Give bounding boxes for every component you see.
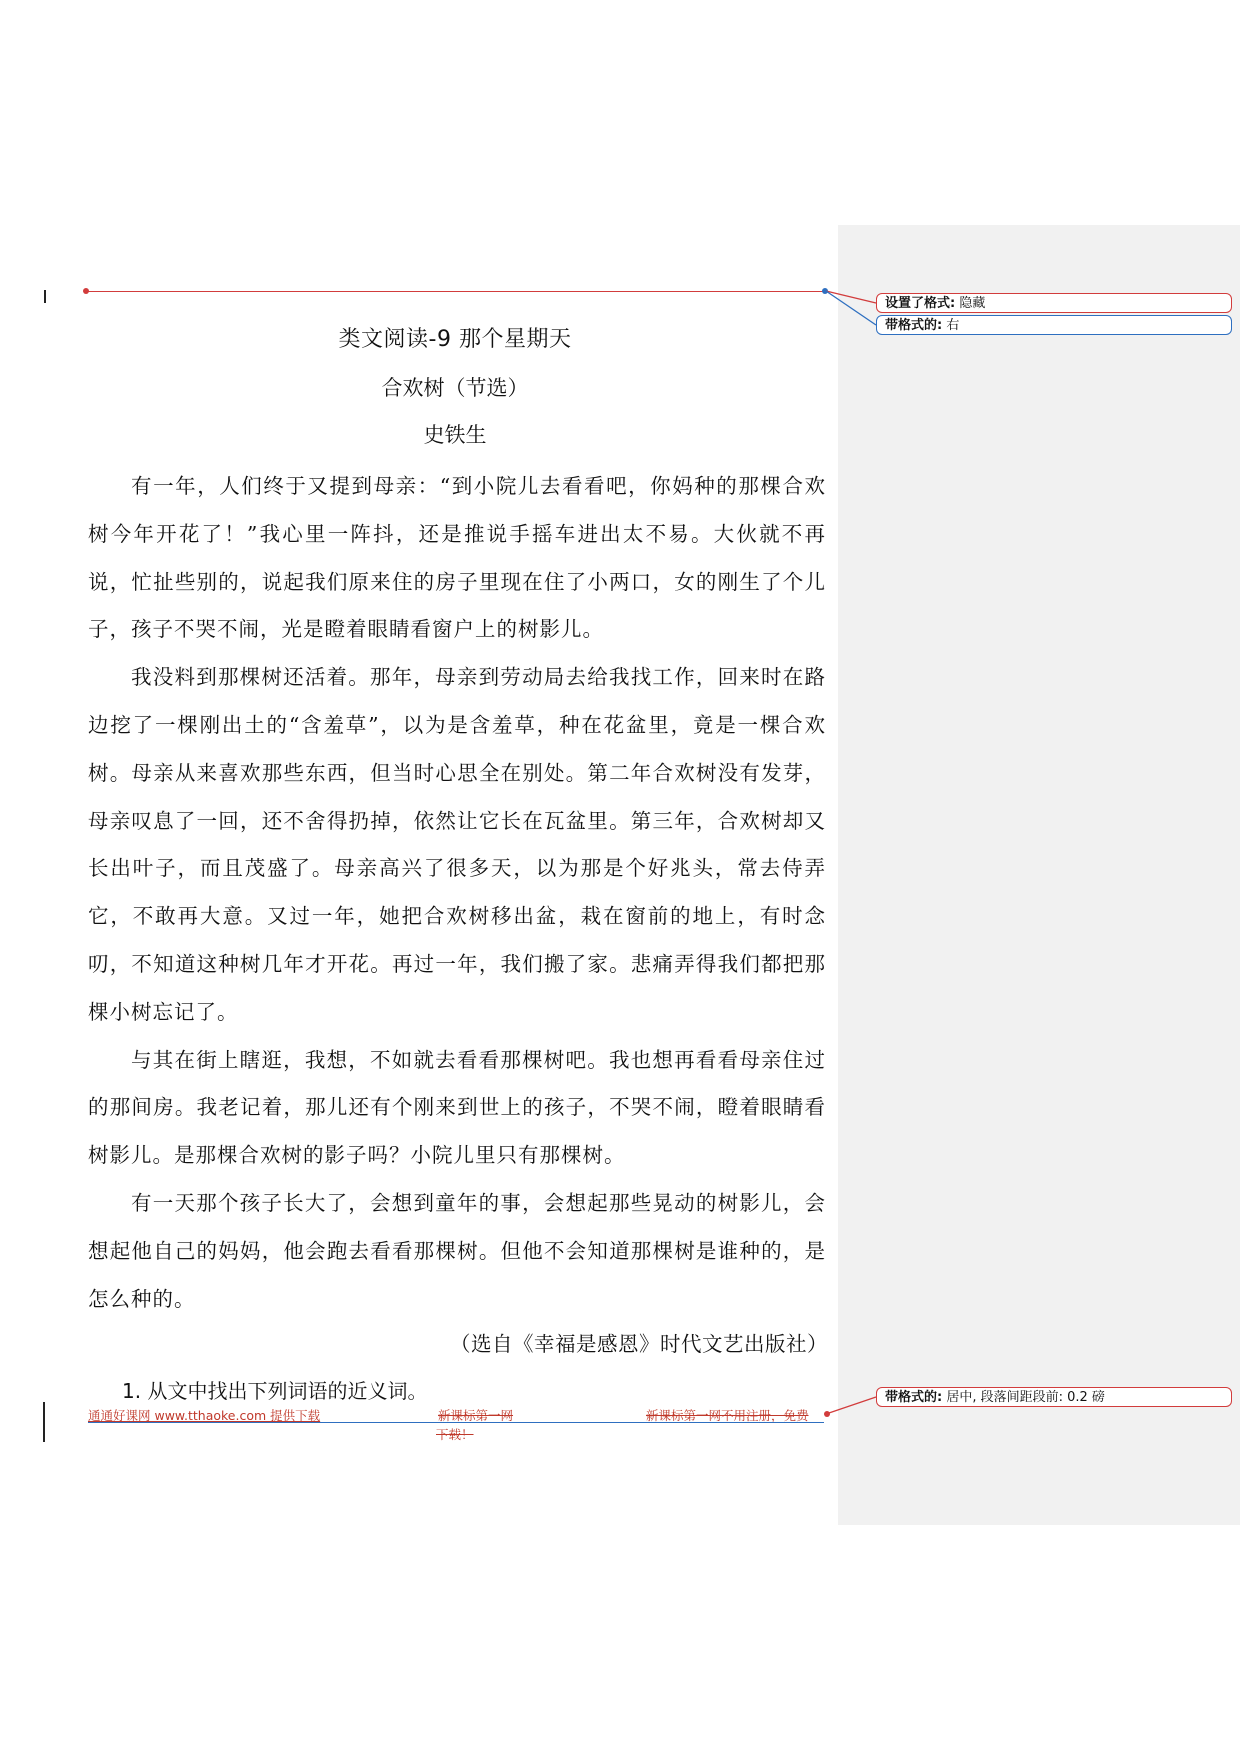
comment-balloon-hidden[interactable] xyxy=(876,293,1232,313)
footer-middle-line2: 下载！ xyxy=(436,1427,474,1442)
footer-revision-line xyxy=(88,1422,824,1423)
footer-middle-line1: 新课标第一网 xyxy=(438,1408,514,1423)
comment-label: 带格式的: xyxy=(885,318,943,333)
article-body xyxy=(88,463,826,1323)
paragraph: 与其在街上瞎逛，我想，不如就去看看那棵树吧。我也想再看看母亲住过的那间房。我老记着，那儿还有个刚来到世上的孩子，不哭不闹，瞪着眼睛看树影儿。是那棵合欢树的影子吗？小院儿里只有那棵树。 xyxy=(88,1047,826,1168)
paragraph: 我没料到那棵树还活着。那年，母亲到劳动局去给我找工作，回来时在路边挖了一棵刚出土的“含羞草”，以为是含羞草，种在花盆里，竟是一棵合欢树。母亲从来喜欢那些东西，但当时心思全在别处。第二年合欢树没有发芽，母亲叹息了一回，还不舍得扔掉，依然让它长在瓦盆里。第三年，合欢树却又长出叶子，而且茂盛了。母亲高兴了很多天，以为那是个好兆头，常去侍弄它，不敢再大意。又过一年，她把合欢树移出盆，栽在窗前的地上，有时念叨，不知道这种树几年才开花。再过一年，我们搬了家。悲痛弄得我们都把那棵小树忘记了。 xyxy=(88,665,826,1024)
comment-balloon-right[interactable] xyxy=(876,315,1232,335)
page-title: 类文阅读-9 那个星期天 xyxy=(338,327,572,352)
question-1: 1. 从文中找出下列词语的近义词。 xyxy=(122,1379,428,1403)
comment-value: 右 xyxy=(946,318,960,333)
comment-value: 隐藏 xyxy=(959,296,986,311)
footer-right-text: 新课标第一网不用注册，免费 xyxy=(646,1408,809,1423)
article-author: 史铁生 xyxy=(423,423,487,447)
revision-anchor-top-right xyxy=(822,288,828,294)
paragraph: 有一天那个孩子长大了，会想到童年的事，会想起那些晃动的树影儿，会想起他自己的妈妈，他会跑去看看那棵树。但他不会知道那棵树是谁种的，是怎么种的。 xyxy=(88,1190,826,1311)
article-subtitle: 合欢树（节选） xyxy=(381,376,529,400)
comment-label: 设置了格式: xyxy=(885,296,956,311)
revision-line-top xyxy=(86,291,826,292)
comment-balloon-center[interactable] xyxy=(876,1387,1232,1407)
source-citation: （选自《幸福是感恩》时代文艺出版社） xyxy=(450,1332,828,1356)
comment-value: 居中, 段落间距段前: 0.2 磅 xyxy=(946,1390,1105,1405)
footer-revision-anchor xyxy=(824,1411,830,1417)
change-bar-bottom xyxy=(43,1402,45,1442)
paragraph: 有一年，人们终于又提到母亲：“到小院儿去看看吧，你妈种的那棵合欢树今年开花了！”我心里一阵抖，还是推说手摇车进出太不易。大伙就不再说，忙扯些别的，说起我们原来住的房子里现在住了小两口，女的刚生了个儿子，孩子不哭不闹，光是瞪着眼睛看窗户上的树影儿。 xyxy=(88,474,826,642)
comment-label: 带格式的: xyxy=(885,1390,943,1405)
change-bar-top xyxy=(44,290,46,303)
footer-left-link[interactable]: 通通好课网 www.tthaoke.com 提供下载 xyxy=(88,1408,321,1423)
